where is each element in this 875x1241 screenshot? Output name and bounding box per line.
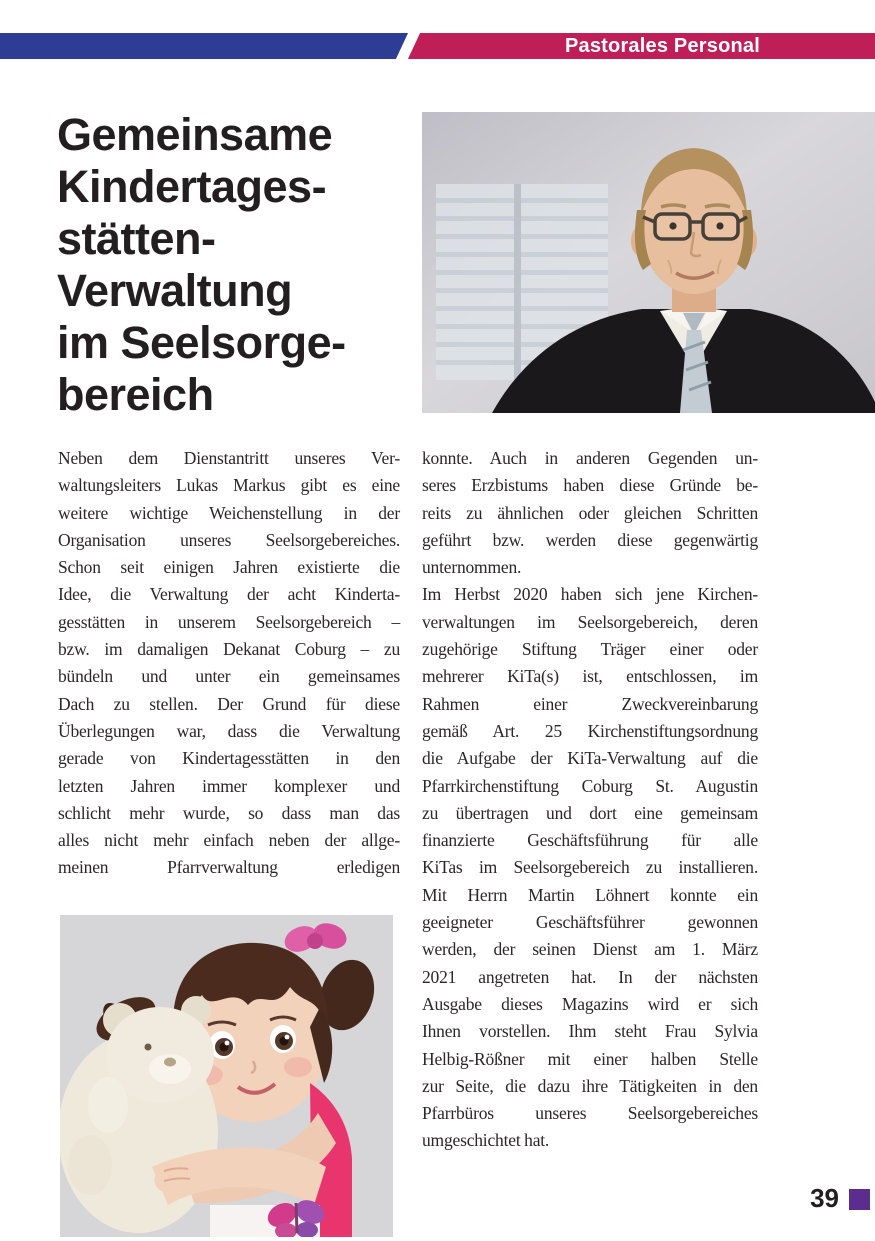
- text-line: Ihnen vorstellen. Ihm steht Frau Sylvia: [422, 1021, 758, 1042]
- text-line: Gemeinsame: [57, 109, 333, 160]
- text-line: Verwaltung: [57, 265, 293, 316]
- text-line: finanzierte Geschäftsführung für alle: [422, 830, 758, 851]
- text-line: Idee, die Verwaltung der acht Kinderta-: [58, 584, 400, 605]
- man-portrait-illustration: [422, 112, 875, 413]
- text-line: bündeln und unter ein gemeinsames: [58, 666, 400, 687]
- text-line: verwaltungen im Seelsorgebereich, deren: [422, 611, 758, 632]
- text-line: Dach zu stellen. Der Grund für diese: [58, 693, 400, 714]
- text-line: mehrerer KiTa(s) ist, entschlossen, im: [422, 666, 758, 687]
- text-line: gesstätten in unserem Seelsorgebereich –: [58, 611, 400, 632]
- text-line: schlicht mehr wurde, so dass man das: [58, 802, 400, 823]
- text-line: geeigneter Geschäftsführer gewonnen: [422, 912, 758, 933]
- text-line: im Seelsorge-: [57, 317, 346, 368]
- text-line: bereich: [57, 369, 214, 420]
- man-portrait-photo: [422, 112, 875, 413]
- text-line: Pfarrkirchenstiftung Coburg St. Augustin: [422, 775, 758, 796]
- text-line: Im Herbst 2020 haben sich jene Kirchen-: [422, 584, 758, 605]
- text-line: geführt bzw. werden diese gegenwärtig: [422, 529, 758, 550]
- child-with-teddy-photo: [60, 915, 393, 1237]
- text-line: umgeschichtet hat.: [422, 1130, 550, 1151]
- text-line: Neben dem Dienstantritt unseres Ver-: [58, 448, 400, 468]
- text-line: meinen Pfarrverwaltung erledigen: [58, 857, 400, 878]
- text-line: zu übertragen und dort eine gemeinsam: [422, 802, 758, 823]
- section-label: Pastorales Personal: [564, 35, 760, 57]
- text-line: 2021 angetreten hat. In der nächsten: [422, 966, 758, 987]
- text-line: KiTas im Seelsorgebereich zu installieren.: [422, 857, 758, 878]
- text-line: Rahmen einer Zweckvereinbarung: [422, 693, 758, 714]
- text-line: Ausgabe dieses Magazins wird er sich: [422, 993, 758, 1014]
- text-line: unternommen.: [422, 557, 522, 578]
- text-line: konnte. Auch in anderen Gegenden un-: [422, 448, 758, 468]
- text-line: Pfarrbüros unseres Seelsorgebereiches: [422, 1103, 758, 1124]
- text-line: gemäß Art. 25 Kirchenstiftungsordnung: [422, 720, 758, 741]
- article-column-right: [422, 445, 758, 1155]
- text-line: waltungsleiters Lukas Markus gibt es eine: [58, 475, 400, 496]
- text-line: Kindertages-: [57, 161, 327, 212]
- header-bar: [0, 33, 875, 59]
- text-line: bzw. im damaligen Dekanat Coburg – zu: [58, 639, 400, 660]
- text-line: reits zu ähnlichen oder gleichen Schritten: [422, 502, 758, 523]
- corner-marker-square: [849, 1189, 870, 1210]
- text-line: Helbig-Rößner mit einer halben Stelle: [422, 1048, 758, 1069]
- text-line: werden, der seinen Dienst am 1. März: [422, 939, 758, 960]
- text-line: Organisation unseres Seelsorgebereiches.: [58, 529, 400, 550]
- child-photo-illustration: [60, 915, 393, 1237]
- text-line: stätten-: [57, 213, 216, 264]
- page-number: 39: [810, 1183, 839, 1213]
- text-line: gerade von Kindertagesstätten in den: [58, 748, 400, 769]
- text-line: zugehörige Stiftung Träger einer oder: [422, 639, 758, 660]
- text-line: zur Seite, die dazu ihre Tätigkeiten in den: [422, 1075, 758, 1096]
- article-column-left: [58, 445, 400, 882]
- text-line: Mit Herrn Martin Löhnert konnte ein: [422, 884, 758, 905]
- text-line: Schon seit einigen Jahren existierte die: [58, 557, 400, 578]
- article-title: [57, 109, 422, 421]
- text-line: alles nicht mehr einfach neben der allge-: [58, 830, 400, 851]
- text-line: letzten Jahren immer komplexer und: [58, 775, 400, 796]
- header-bar-blue-segment: [0, 33, 408, 59]
- text-line: Überlegungen war, dass die Verwaltung: [58, 720, 400, 741]
- text-line: die Aufgabe der KiTa-Verwaltung auf die: [422, 748, 758, 769]
- text-line: seres Erzbistums haben diese Gründe be-: [422, 475, 758, 496]
- text-line: weitere wichtige Weichenstellung in der: [58, 502, 400, 523]
